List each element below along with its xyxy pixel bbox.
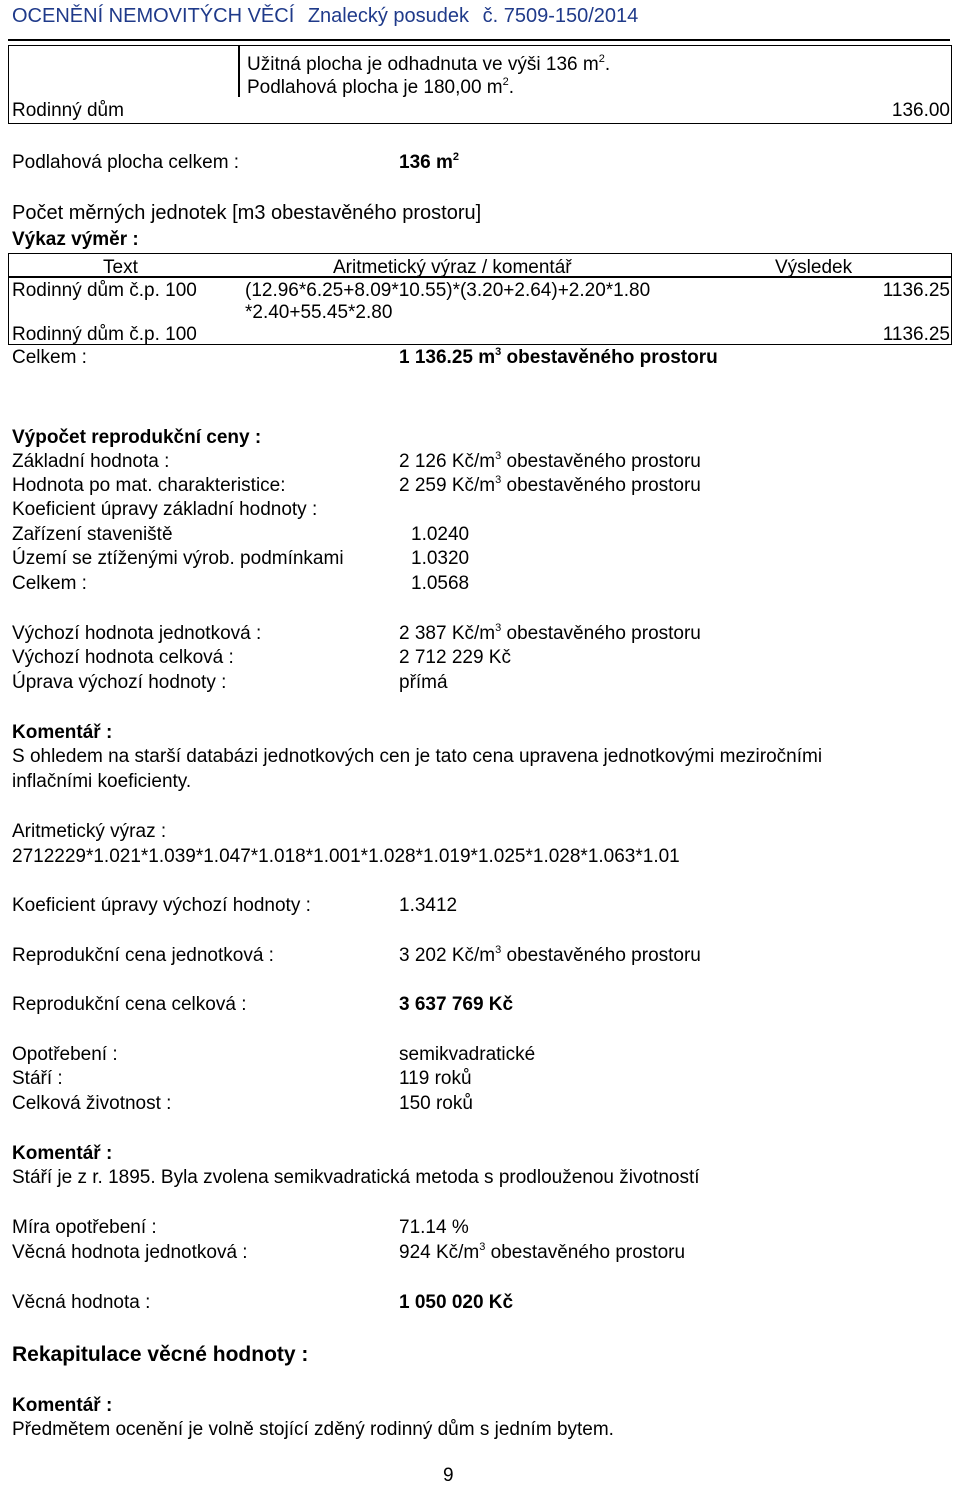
material-wear-label: Míra opotřebení : (12, 1217, 157, 1238)
comment2-title: Komentář : (12, 1143, 113, 1164)
initial-total-label: Výchozí hodnota celková : (12, 647, 234, 668)
base-value: 2 126 $Kč/m^3$ obestavěného prostoru (399, 450, 701, 472)
recap-comment-title: Komentář : (12, 1395, 113, 1416)
volume-row1-expr-line1: (12.96*6.25+8.09*10.55)*(3.20+2.64)+2.20*1.80 (245, 280, 651, 301)
initial-adj-label: Úprava výchozí hodnoty : (12, 672, 227, 693)
recap-comment-text: Předmětem ocenění je volně stojící zděný rodinný dům s jedním bytem. (12, 1419, 614, 1440)
mat-value-label: Hodnota po mat. charakteristice: (12, 475, 286, 496)
mat-value: 2 259 $Kč/m^3$ obestavěného prostoru (399, 474, 701, 496)
material-wear-value: 71.14 % (399, 1217, 469, 1238)
arith-expression: 2712229*1.021*1.039*1.047*1.018*1.001*1.028*1.019*1.025*1.028*1.063*1.01 (12, 846, 680, 867)
volume-row1-result: 1136.25 (882, 280, 950, 301)
wear-method-value: semikvadratické (399, 1044, 536, 1065)
volume-section-subtitle: Výkaz výměr : (12, 229, 139, 250)
coef2-label: Území se ztíženými výrob. podmínkami (12, 548, 344, 569)
page-header (12, 5, 646, 28)
header-rule (8, 39, 950, 41)
comment1-line2: inflačními koeficienty. (12, 771, 192, 792)
coef-title: Koeficient úpravy základní hodnoty : (12, 499, 318, 520)
material-total-value: 1 050 020 Kč (399, 1292, 514, 1313)
area-row-label: Rodinný dům (12, 100, 124, 121)
coef1-value: 1.0240 (411, 524, 470, 545)
initial-unit-label: Výchozí hodnota jednotková : (12, 623, 262, 644)
coef-total-label: Celkem : (12, 573, 87, 594)
volume-section-title: Počet měrných jednotek [m3 obestavěného prostoru] (12, 202, 482, 224)
repro-coef-value: 1.3412 (399, 895, 458, 916)
initial-total-value: 2 712 229 Kč (399, 647, 511, 668)
material-total-label: Věcná hodnota : (12, 1292, 151, 1313)
area-usable-text: Užitná plocha je odhadnuta ve výši 136 $m^2$. (247, 53, 611, 75)
comment2-text: Stáří je z r. 1895. Byla zvolena semikvadratická metoda s prodlouženou životností (12, 1167, 700, 1188)
comment1-line1: S ohledem na starší databázi jednotkových cen je tato cena upravena jednotkovými meziročními (12, 746, 823, 767)
col-header-text: Text (103, 257, 138, 278)
repro-total-label: Reprodukční cena celková : (12, 994, 247, 1015)
base-value-label: Základní hodnota : (12, 451, 170, 472)
header-subtitle: Znalecký posudek (307, 5, 470, 27)
volume-row2-text: Rodinný dům č.p. 100 (12, 324, 197, 345)
floor-total-label: Podlahová plocha celkem : (12, 152, 240, 173)
col-header-expression: Aritmetický výraz / komentář (333, 257, 572, 278)
wear-method-label: Opotřebení : (12, 1044, 118, 1065)
repro-total-value: 3 637 769 Kč (399, 994, 514, 1015)
comment1-title: Komentář : (12, 722, 113, 743)
repro-unit-label: Reprodukční cena jednotková : (12, 945, 274, 966)
coef-total-value: 1.0568 (411, 573, 470, 594)
coef2-value: 1.0320 (411, 548, 470, 569)
volume-total-label: Celkem : (12, 347, 87, 368)
col-header-result: Výsledek (775, 257, 853, 278)
wear-age-label: Stáří : (12, 1068, 63, 1089)
header-title: OCENĚNÍ NEMOVITÝCH VĚCÍ (12, 5, 295, 27)
wear-age-value: 119 roků (399, 1068, 472, 1089)
wear-life-value: 150 roků (399, 1093, 473, 1114)
initial-adj-value: přímá (399, 672, 448, 693)
wear-life-label: Celková životnost : (12, 1093, 172, 1114)
header-number: č. 7509-150/2014 (482, 5, 639, 27)
repro-coef-label: Koeficient úpravy výchozí hodnoty : (12, 895, 311, 916)
area-floor-text: Podlahová plocha je 180,00 $m^2$. (247, 76, 515, 98)
arith-title: Aritmetický výraz : (12, 821, 167, 842)
material-unit-value: 924 $Kč/m^3$ obestavěného prostoru (399, 1241, 686, 1263)
volume-row2-result: 1136.25 (882, 324, 950, 345)
area-row-value: 136.00 (891, 100, 950, 121)
coef1-label: Zařízení staveniště (12, 524, 173, 545)
recap-title: Rekapitulace věcné hodnoty : (12, 1343, 309, 1366)
volume-row1-expr-line2: *2.40+55.45*2.80 (245, 302, 393, 323)
floor-total-value: 136 $m^2$ (399, 151, 459, 173)
material-unit-label: Věcná hodnota jednotková : (12, 1242, 248, 1263)
volume-row1-text: Rodinný dům č.p. 100 (12, 280, 197, 301)
volume-total-value: 1 136.25 $m^3$ obestavěného prostoru (399, 346, 718, 368)
calc-title: Výpočet reprodukční ceny : (12, 427, 262, 448)
repro-unit-value: 3 202 $Kč/m^3$ obestavěného prostoru (399, 944, 701, 966)
initial-unit-value: 2 387 $Kč/m^3$ obestavěného prostoru (399, 622, 701, 644)
area-table-divider (238, 45, 240, 97)
page-number: 9 (443, 1465, 454, 1486)
